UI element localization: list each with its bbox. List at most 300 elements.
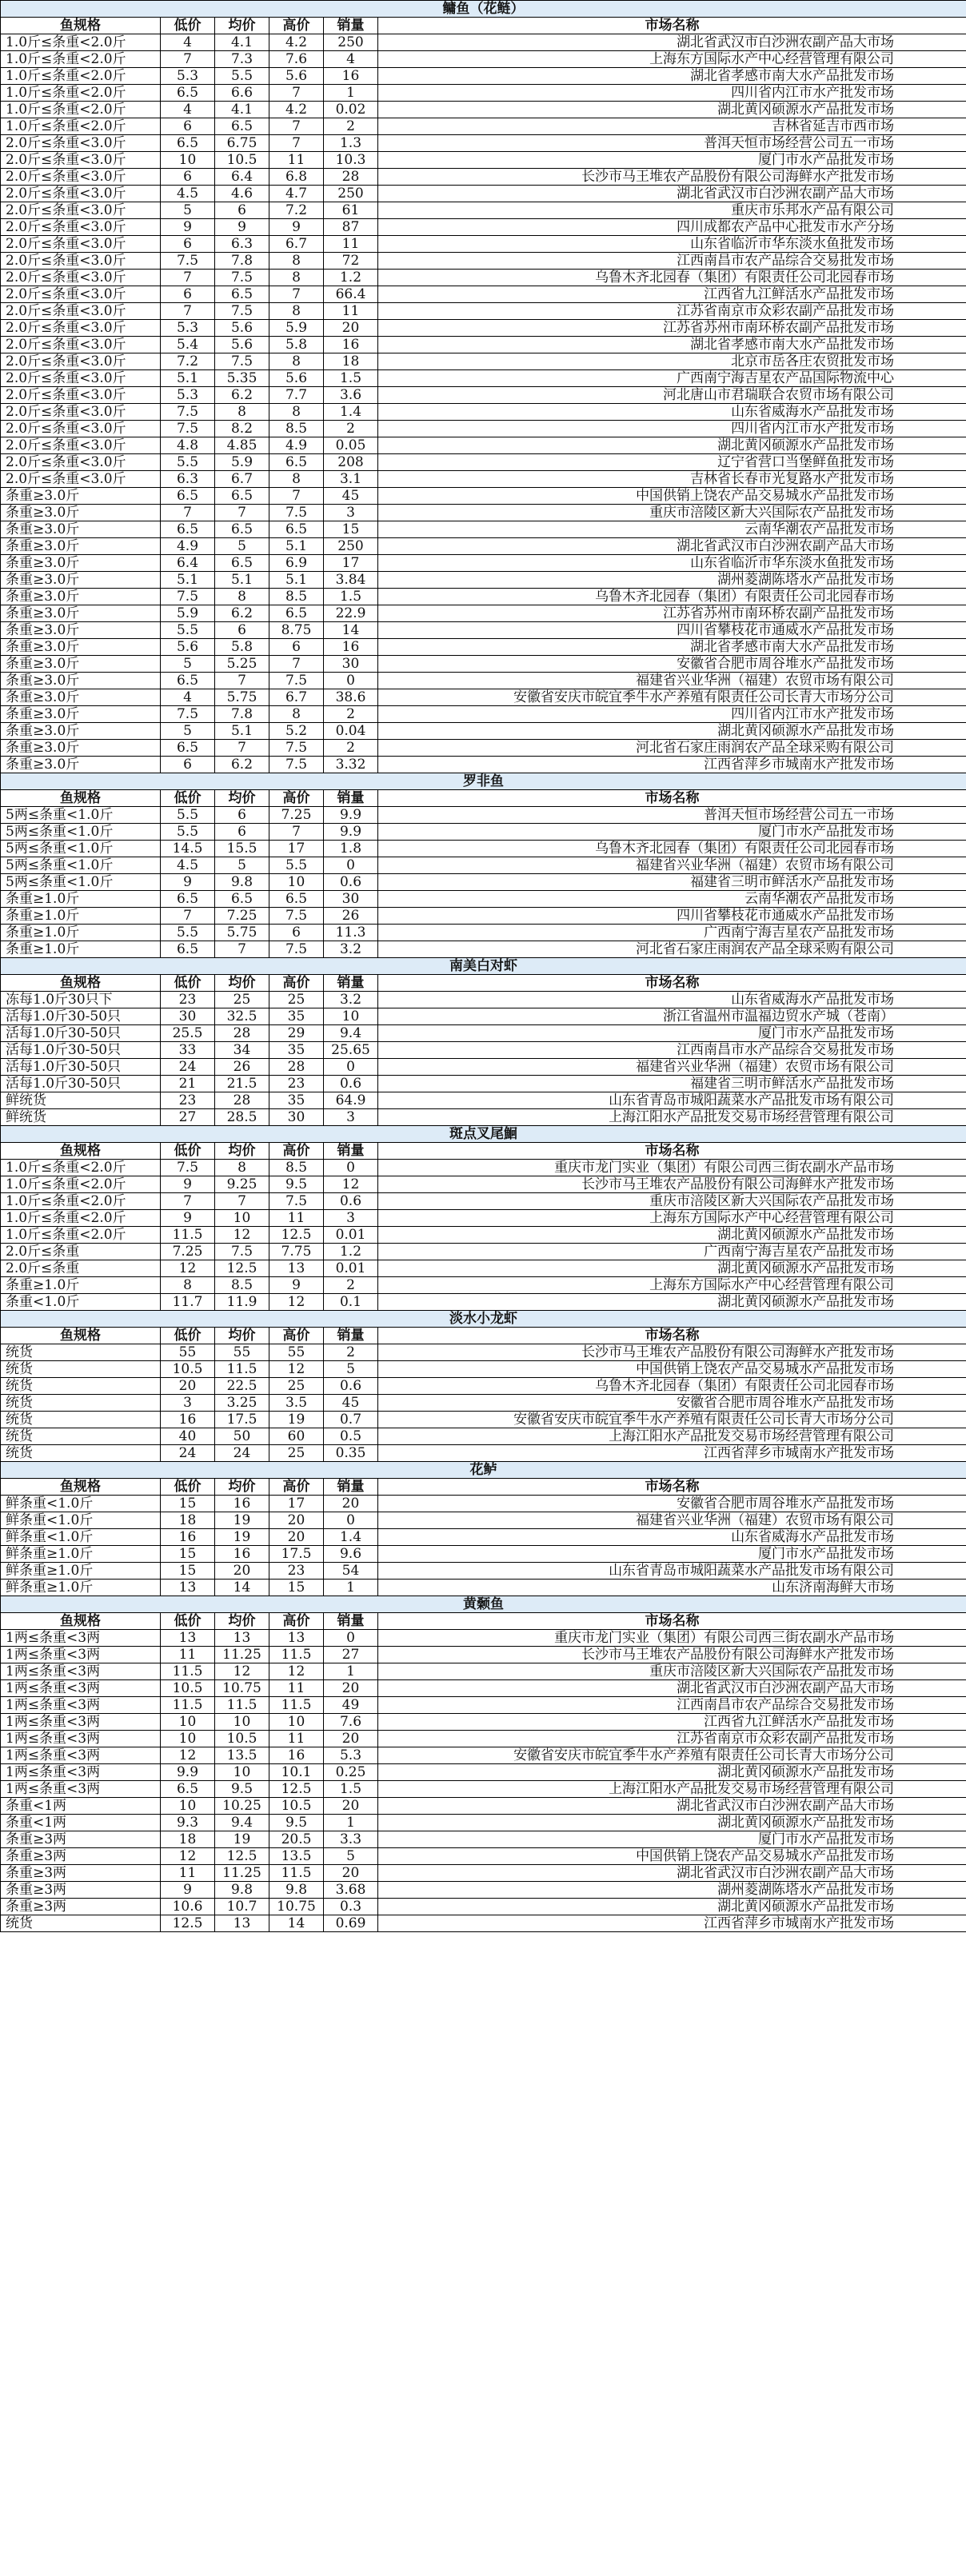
- cell-high: 6.9: [269, 555, 324, 572]
- table-row: [1, 1412, 966, 1428]
- cell-volume: 0: [324, 1160, 378, 1176]
- cell-avg: 5.35: [215, 370, 269, 387]
- cell-avg: 9.5: [215, 1781, 269, 1798]
- cell-high: 7.5: [269, 740, 324, 757]
- cell-market: 四川省内江市水产批发市场: [378, 421, 966, 437]
- cell-avg: 8: [215, 404, 269, 421]
- cell-spec: 统货: [1, 1344, 161, 1361]
- cell-spec: 2.0斤≤条重<3.0斤: [1, 286, 161, 303]
- column-header-spec: 鱼规格: [1, 1613, 161, 1630]
- cell-high: 6.8: [269, 169, 324, 186]
- cell-market: 乌鲁木齐北园春（集团）有限责任公司北园春市场: [378, 589, 966, 605]
- cell-market: 山东省临沂市华东淡水鱼批发市场: [378, 555, 966, 572]
- cell-volume: 5: [324, 1848, 378, 1865]
- cell-high: 19: [269, 1412, 324, 1428]
- cell-spec: 条重≥3.0斤: [1, 706, 161, 723]
- cell-market: 湖北黄冈硕源水产品批发市场: [378, 1764, 966, 1781]
- cell-volume: 20: [324, 1731, 378, 1747]
- cell-market: 江苏省苏州市南环桥农副产品批发市场: [378, 320, 966, 337]
- cell-high: 7: [269, 85, 324, 102]
- cell-avg: 11.25: [215, 1865, 269, 1882]
- column-header-volume: 销量: [324, 1613, 378, 1630]
- cell-spec: 2.0斤≤条重<3.0斤: [1, 253, 161, 270]
- cell-volume: 208: [324, 454, 378, 471]
- table-row: [1, 1277, 966, 1294]
- cell-avg: 5.8: [215, 639, 269, 656]
- cell-market: 江苏省南京市众彩农副产品批发市场: [378, 1731, 966, 1747]
- cell-market: 山东省威海水产品批发市场: [378, 1529, 966, 1546]
- column-header-high: 高价: [269, 790, 324, 807]
- cell-volume: 16: [324, 337, 378, 353]
- cell-high: 4.2: [269, 34, 324, 51]
- cell-volume: 17: [324, 555, 378, 572]
- cell-market: 江西南昌市水产品综合交易批发市场: [378, 1042, 966, 1059]
- cell-high: 5.6: [269, 370, 324, 387]
- cell-volume: 250: [324, 538, 378, 555]
- table-row: [1, 1092, 966, 1109]
- column-header-high: 高价: [269, 1613, 324, 1630]
- cell-spec: 活每1.0斤30-50只: [1, 1076, 161, 1092]
- cell-volume: 0.01: [324, 1260, 378, 1277]
- cell-low: 7.5: [161, 589, 215, 605]
- cell-spec: 1两≤条重<3两: [1, 1714, 161, 1731]
- cell-high: 5.1: [269, 538, 324, 555]
- cell-volume: 0.5: [324, 1428, 378, 1445]
- table-row: [1, 135, 966, 152]
- cell-avg: 13.5: [215, 1747, 269, 1764]
- cell-high: 10: [269, 1714, 324, 1731]
- cell-volume: 0.3: [324, 1899, 378, 1915]
- cell-volume: 0.6: [324, 1193, 378, 1210]
- cell-spec: 条重≥3.0斤: [1, 521, 161, 538]
- cell-low: 5.5: [161, 807, 215, 824]
- cell-low: 5.6: [161, 639, 215, 656]
- cell-spec: 鲜条重<1.0斤: [1, 1512, 161, 1529]
- cell-low: 10: [161, 152, 215, 169]
- cell-high: 7: [269, 656, 324, 673]
- cell-market: 江西省九江鲜活水产品批发市场: [378, 1714, 966, 1731]
- table-row: [1, 85, 966, 102]
- cell-spec: 2.0斤≤条重<3.0斤: [1, 387, 161, 404]
- cell-avg: 6.5: [215, 488, 269, 505]
- cell-market: 湖州菱湖陈塔水产品批发市场: [378, 1882, 966, 1899]
- cell-market: 湖北省武汉市白沙洲农副产品大市场: [378, 34, 966, 51]
- cell-low: 6: [161, 286, 215, 303]
- table-row: [1, 874, 966, 891]
- cell-high: 6.7: [269, 689, 324, 706]
- cell-high: 35: [269, 1042, 324, 1059]
- cell-avg: 50: [215, 1428, 269, 1445]
- cell-volume: 1.5: [324, 1781, 378, 1798]
- cell-high: 7.7: [269, 387, 324, 404]
- cell-high: 7.5: [269, 757, 324, 773]
- cell-spec: 条重≥3.0斤: [1, 572, 161, 589]
- table-row: [1, 370, 966, 387]
- cell-avg: 20: [215, 1563, 269, 1580]
- cell-avg: 5.9: [215, 454, 269, 471]
- cell-low: 5.3: [161, 320, 215, 337]
- cell-low: 21: [161, 1076, 215, 1092]
- cell-spec: 条重≥3.0斤: [1, 689, 161, 706]
- cell-market: 长沙市马王堆农产品股份有限公司海鲜水产批发市场: [378, 1647, 966, 1663]
- table-row: [1, 1176, 966, 1193]
- cell-high: 4.7: [269, 186, 324, 202]
- table-row: [1, 673, 966, 689]
- cell-low: 7.5: [161, 404, 215, 421]
- cell-spec: 5两≤条重<1.0斤: [1, 824, 161, 841]
- column-header-volume: 销量: [324, 790, 378, 807]
- table-row: [1, 538, 966, 555]
- cell-volume: 72: [324, 253, 378, 270]
- cell-low: 13: [161, 1630, 215, 1647]
- table-row: [1, 186, 966, 202]
- cell-avg: 28.5: [215, 1109, 269, 1126]
- cell-high: 8.75: [269, 622, 324, 639]
- cell-high: 8: [269, 253, 324, 270]
- cell-avg: 7: [215, 740, 269, 757]
- cell-low: 7.2: [161, 353, 215, 370]
- column-header-market: 市场名称: [378, 18, 966, 34]
- cell-spec: 2.0斤≤条重<3.0斤: [1, 202, 161, 219]
- table-row: [1, 723, 966, 740]
- cell-market: 山东省威海水产品批发市场: [378, 992, 966, 1008]
- cell-high: 13: [269, 1630, 324, 1647]
- column-header-volume: 销量: [324, 1143, 378, 1160]
- section-title: 罗非鱼: [1, 773, 966, 790]
- table-row: [1, 992, 966, 1008]
- column-header-avg: 均价: [215, 1479, 269, 1496]
- cell-volume: 1.2: [324, 270, 378, 286]
- cell-market: 安徽省合肥市周谷堆水产品批发市场: [378, 1395, 966, 1412]
- cell-volume: 22.9: [324, 605, 378, 622]
- cell-low: 33: [161, 1042, 215, 1059]
- cell-low: 6: [161, 236, 215, 253]
- cell-market: 长沙市马王堆农产品股份有限公司海鲜水产批发市场: [378, 169, 966, 186]
- cell-high: 20.5: [269, 1831, 324, 1848]
- cell-high: 7.5: [269, 908, 324, 925]
- cell-low: 6.5: [161, 941, 215, 958]
- column-header-spec: 鱼规格: [1, 1479, 161, 1496]
- section-title: 鳙鱼（花鲢）: [1, 1, 966, 18]
- table-row: [1, 1428, 966, 1445]
- cell-spec: 条重≥3.0斤: [1, 673, 161, 689]
- column-header-market: 市场名称: [378, 975, 966, 992]
- cell-volume: 0.6: [324, 1378, 378, 1395]
- cell-low: 4.9: [161, 538, 215, 555]
- table-row: [1, 941, 966, 958]
- cell-spec: 条重≥3.0斤: [1, 538, 161, 555]
- cell-low: 24: [161, 1445, 215, 1462]
- table-row: [1, 1210, 966, 1227]
- cell-spec: 5两≤条重<1.0斤: [1, 841, 161, 857]
- cell-low: 9: [161, 1210, 215, 1227]
- cell-high: 20: [269, 1529, 324, 1546]
- cell-high: 8: [269, 471, 324, 488]
- cell-high: 17: [269, 841, 324, 857]
- cell-avg: 9: [215, 219, 269, 236]
- cell-low: 7.5: [161, 1160, 215, 1176]
- cell-spec: 条重≥1.0斤: [1, 891, 161, 908]
- cell-low: 5.3: [161, 387, 215, 404]
- cell-avg: 10.5: [215, 1731, 269, 1747]
- cell-volume: 0: [324, 1630, 378, 1647]
- column-header-market: 市场名称: [378, 1479, 966, 1496]
- cell-avg: 7.8: [215, 253, 269, 270]
- cell-volume: 0: [324, 1059, 378, 1076]
- cell-market: 福建省三明市鲜活水产品批发市场: [378, 1076, 966, 1092]
- cell-spec: 2.0斤≤条重<3.0斤: [1, 353, 161, 370]
- cell-avg: 14: [215, 1580, 269, 1596]
- cell-avg: 5.25: [215, 656, 269, 673]
- cell-low: 10.5: [161, 1680, 215, 1697]
- cell-volume: 2: [324, 1277, 378, 1294]
- cell-avg: 5: [215, 857, 269, 874]
- cell-high: 12: [269, 1663, 324, 1680]
- cell-high: 29: [269, 1025, 324, 1042]
- cell-market: 福建省三明市鲜活水产品批发市场: [378, 874, 966, 891]
- cell-market: 厦门市水产品批发市场: [378, 152, 966, 169]
- cell-avg: 7: [215, 941, 269, 958]
- cell-volume: 14: [324, 622, 378, 639]
- cell-volume: 5: [324, 1361, 378, 1378]
- cell-avg: 8: [215, 1160, 269, 1176]
- cell-high: 25: [269, 992, 324, 1008]
- section-title-row: [1, 1311, 966, 1328]
- table-row: [1, 303, 966, 320]
- cell-high: 11: [269, 1680, 324, 1697]
- cell-market: 上海东方国际水产中心经营管理有限公司: [378, 51, 966, 68]
- table-row: [1, 1899, 966, 1915]
- cell-spec: 条重≥3.0斤: [1, 723, 161, 740]
- table-row: [1, 1580, 966, 1596]
- cell-high: 8.5: [269, 421, 324, 437]
- cell-market: 厦门市水产品批发市场: [378, 1546, 966, 1563]
- cell-low: 7.5: [161, 253, 215, 270]
- cell-low: 5: [161, 723, 215, 740]
- table-row: [1, 270, 966, 286]
- cell-avg: 6: [215, 824, 269, 841]
- cell-high: 23: [269, 1563, 324, 1580]
- cell-high: 9.5: [269, 1815, 324, 1831]
- cell-spec: 1两≤条重<3两: [1, 1747, 161, 1764]
- cell-volume: 2: [324, 706, 378, 723]
- cell-volume: 1: [324, 1815, 378, 1831]
- table-row: [1, 471, 966, 488]
- column-header-market: 市场名称: [378, 790, 966, 807]
- cell-market: 福建省兴业华洲（福建）农贸市场有限公司: [378, 673, 966, 689]
- cell-market: 乌鲁木齐北园春（集团）有限责任公司北园春市场: [378, 270, 966, 286]
- cell-spec: 条重≥1.0斤: [1, 1277, 161, 1294]
- cell-volume: 45: [324, 1395, 378, 1412]
- cell-spec: 统货: [1, 1378, 161, 1395]
- cell-market: 安徽省安庆市皖宜季牛水产养殖有限责任公司长青大市场分公司: [378, 689, 966, 706]
- cell-market: 重庆市龙门实业（集团）有限公司西三街农副水产品市场: [378, 1630, 966, 1647]
- cell-avg: 13: [215, 1915, 269, 1932]
- table-row: [1, 1512, 966, 1529]
- cell-low: 15: [161, 1563, 215, 1580]
- cell-market: 上海江阳水产品批发交易市场经营管理有限公司: [378, 1781, 966, 1798]
- cell-high: 6.5: [269, 521, 324, 538]
- cell-avg: 12: [215, 1227, 269, 1244]
- table-row: [1, 404, 966, 421]
- column-header-spec: 鱼规格: [1, 18, 161, 34]
- cell-market: 江西南昌市农产品综合交易批发市场: [378, 1697, 966, 1714]
- cell-spec: 鲜条重<1.0斤: [1, 1529, 161, 1546]
- table-row: [1, 1563, 966, 1580]
- cell-spec: 1.0斤≤条重<2.0斤: [1, 1193, 161, 1210]
- table-row: [1, 555, 966, 572]
- table-row: [1, 1395, 966, 1412]
- cell-market: 浙江省温州市温福边贸水产城（苍南）: [378, 1008, 966, 1025]
- cell-low: 5.1: [161, 370, 215, 387]
- cell-volume: 49: [324, 1697, 378, 1714]
- cell-high: 23: [269, 1076, 324, 1092]
- cell-volume: 30: [324, 656, 378, 673]
- table-row: [1, 1076, 966, 1092]
- cell-volume: 9.6: [324, 1546, 378, 1563]
- cell-volume: 25.65: [324, 1042, 378, 1059]
- table-row: [1, 1882, 966, 1899]
- cell-volume: 0.01: [324, 1227, 378, 1244]
- section-title-row: [1, 773, 966, 790]
- table-row: [1, 236, 966, 253]
- cell-volume: 1: [324, 85, 378, 102]
- cell-low: 16: [161, 1529, 215, 1546]
- cell-spec: 条重≥3两: [1, 1865, 161, 1882]
- cell-low: 15: [161, 1546, 215, 1563]
- cell-avg: 10.75: [215, 1680, 269, 1697]
- cell-spec: 1两≤条重<3两: [1, 1663, 161, 1680]
- cell-volume: 1.4: [324, 404, 378, 421]
- cell-spec: 2.0斤≤条重<3.0斤: [1, 186, 161, 202]
- cell-market: 厦门市水产品批发市场: [378, 1831, 966, 1848]
- cell-market: 厦门市水产品批发市场: [378, 1025, 966, 1042]
- cell-volume: 20: [324, 1680, 378, 1697]
- cell-market: 上海江阳水产品批发交易市场经营管理有限公司: [378, 1109, 966, 1126]
- cell-volume: 10: [324, 1008, 378, 1025]
- cell-spec: 1.0斤≤条重<2.0斤: [1, 34, 161, 51]
- cell-high: 9: [269, 1277, 324, 1294]
- cell-volume: 2: [324, 740, 378, 757]
- cell-volume: 1.2: [324, 1244, 378, 1260]
- table-row: [1, 1042, 966, 1059]
- cell-volume: 15: [324, 521, 378, 538]
- cell-volume: 1.8: [324, 841, 378, 857]
- cell-market: 安徽省安庆市皖宜季牛水产养殖有限责任公司长青大市场分公司: [378, 1412, 966, 1428]
- table-row: [1, 1059, 966, 1076]
- cell-spec: 活每1.0斤30-50只: [1, 1042, 161, 1059]
- cell-high: 10.1: [269, 1764, 324, 1781]
- cell-high: 8: [269, 270, 324, 286]
- table-row: [1, 1815, 966, 1831]
- cell-volume: 3.68: [324, 1882, 378, 1899]
- cell-volume: 0.25: [324, 1764, 378, 1781]
- column-header-avg: 均价: [215, 1613, 269, 1630]
- cell-high: 11.5: [269, 1697, 324, 1714]
- cell-high: 12.5: [269, 1227, 324, 1244]
- cell-avg: 6.5: [215, 286, 269, 303]
- cell-low: 4: [161, 34, 215, 51]
- column-header-low: 低价: [161, 18, 215, 34]
- cell-volume: 5.3: [324, 1747, 378, 1764]
- cell-market: 广西南宁海吉星农产品批发市场: [378, 1244, 966, 1260]
- cell-avg: 8.2: [215, 421, 269, 437]
- cell-avg: 7.3: [215, 51, 269, 68]
- cell-market: 湖北黄冈硕源水产品批发市场: [378, 1227, 966, 1244]
- cell-low: 4: [161, 102, 215, 118]
- cell-spec: 2.0斤≤条重<3.0斤: [1, 152, 161, 169]
- cell-high: 6.7: [269, 236, 324, 253]
- cell-spec: 1.0斤≤条重<2.0斤: [1, 68, 161, 85]
- cell-high: 12: [269, 1294, 324, 1311]
- cell-low: 9: [161, 219, 215, 236]
- table-row: [1, 1747, 966, 1764]
- cell-high: 7.5: [269, 505, 324, 521]
- section-title-row: [1, 1, 966, 18]
- cell-volume: 2: [324, 118, 378, 135]
- table-row: [1, 253, 966, 270]
- column-header-avg: 均价: [215, 790, 269, 807]
- cell-spec: 条重≥3.0斤: [1, 740, 161, 757]
- cell-spec: 1.0斤≤条重<2.0斤: [1, 1176, 161, 1193]
- table-row: [1, 152, 966, 169]
- column-header-row: [1, 1613, 966, 1630]
- cell-volume: 0: [324, 857, 378, 874]
- cell-spec: 条重≥3两: [1, 1882, 161, 1899]
- table-row: [1, 1647, 966, 1663]
- cell-market: 广西南宁海吉星农产品国际物流中心: [378, 370, 966, 387]
- table-row: [1, 1361, 966, 1378]
- cell-avg: 16: [215, 1496, 269, 1512]
- cell-volume: 10.3: [324, 152, 378, 169]
- cell-high: 11: [269, 152, 324, 169]
- table-row: [1, 1915, 966, 1932]
- cell-high: 5.9: [269, 320, 324, 337]
- cell-market: 山东省青岛市城阳蔬菜水产品批发市场有限公司: [378, 1563, 966, 1580]
- cell-high: 6.5: [269, 605, 324, 622]
- cell-avg: 5: [215, 538, 269, 555]
- cell-market: 四川省内江市水产批发市场: [378, 85, 966, 102]
- cell-volume: 45: [324, 488, 378, 505]
- cell-market: 厦门市水产品批发市场: [378, 824, 966, 841]
- table-row: [1, 1630, 966, 1647]
- column-header-market: 市场名称: [378, 1613, 966, 1630]
- table-row: [1, 656, 966, 673]
- cell-low: 55: [161, 1344, 215, 1361]
- table-row: [1, 1781, 966, 1798]
- column-header-high: 高价: [269, 1479, 324, 1496]
- section-title-row: [1, 1596, 966, 1613]
- cell-spec: 统货: [1, 1412, 161, 1428]
- cell-avg: 4.1: [215, 102, 269, 118]
- cell-market: 长沙市马王堆农产品股份有限公司海鲜水产批发市场: [378, 1344, 966, 1361]
- cell-spec: 条重≥3两: [1, 1831, 161, 1848]
- cell-low: 5.5: [161, 454, 215, 471]
- cell-avg: 26: [215, 1059, 269, 1076]
- cell-low: 6: [161, 169, 215, 186]
- table-row: [1, 925, 966, 941]
- cell-spec: 1两≤条重<3两: [1, 1781, 161, 1798]
- cell-low: 5.3: [161, 68, 215, 85]
- cell-avg: 11.25: [215, 1647, 269, 1663]
- table-row: [1, 437, 966, 454]
- cell-volume: 0.6: [324, 1076, 378, 1092]
- cell-market: 重庆市乐邦水产品有限公司: [378, 202, 966, 219]
- cell-high: 8: [269, 404, 324, 421]
- cell-low: 7.5: [161, 421, 215, 437]
- cell-low: 7.5: [161, 706, 215, 723]
- cell-spec: 2.0斤≤条重: [1, 1260, 161, 1277]
